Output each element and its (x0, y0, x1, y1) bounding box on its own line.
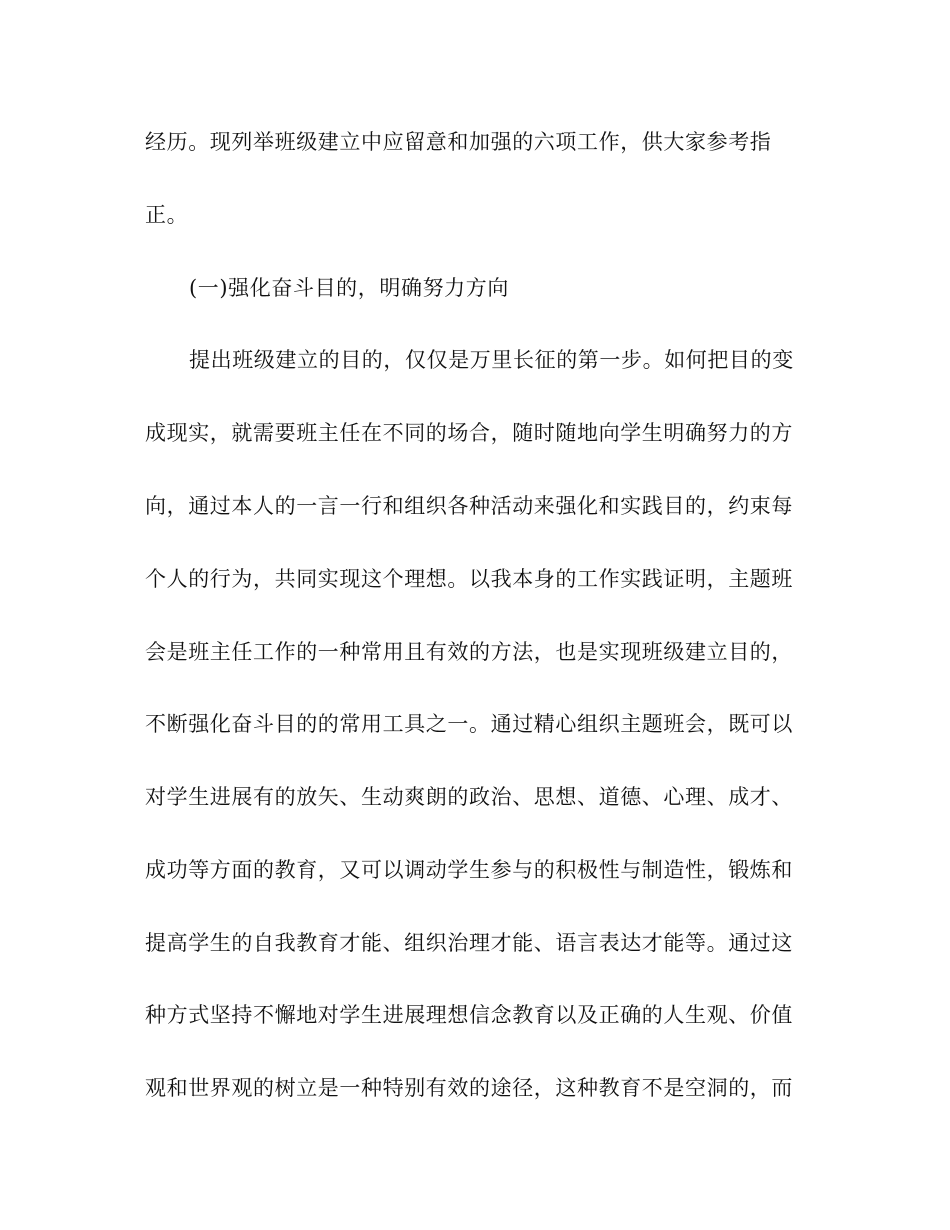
text-line-1: 经历。现列举班级建立中应留意和加强的六项工作，供大家参考指 (145, 130, 772, 154)
text-line-12: 提高学生的自我教育才能、组织治理才能、语言表达才能等。通过这 (145, 931, 793, 955)
text-line-11: 成功等方面的教育，又可以调动学生参与的积极性与制造性，锻炼和 (145, 858, 793, 882)
text-line-2: 正。 (145, 203, 189, 227)
text-line-5: 成现实，就需要班主任在不同的场合，随时随地向学生明确努力的方 (145, 421, 793, 445)
section-heading: (一)强化奋斗目的，明确努力方向 (189, 276, 509, 300)
text-line-10: 对学生进展有的放矢、生动爽朗的政治、思想、道德、心理、成才、 (145, 785, 793, 809)
text-line-14: 观和世界观的树立是一种特别有效的途径，这种教育不是空洞的，而 (145, 1076, 793, 1100)
text-line-9: 不断强化奋斗目的的常用工具之一。通过精心组织主题班会，既可以 (145, 712, 793, 736)
text-line-6: 向，通过本人的一言一行和组织各种活动来强化和实践目的，约束每 (145, 494, 793, 518)
paragraph-first-line: 提出班级建立的目的，仅仅是万里长征的第一步。如何把目的变 (189, 348, 794, 372)
text-line-7: 个人的行为，共同实现这个理想。以我本身的工作实践证明，主题班 (145, 567, 793, 591)
text-line-8: 会是班主任工作的一种常用且有效的方法，也是实现班级建立目的， (145, 640, 793, 664)
text-line-13: 种方式坚持不懈地对学生进展理想信念教育以及正确的人生观、价值 (145, 1003, 793, 1027)
